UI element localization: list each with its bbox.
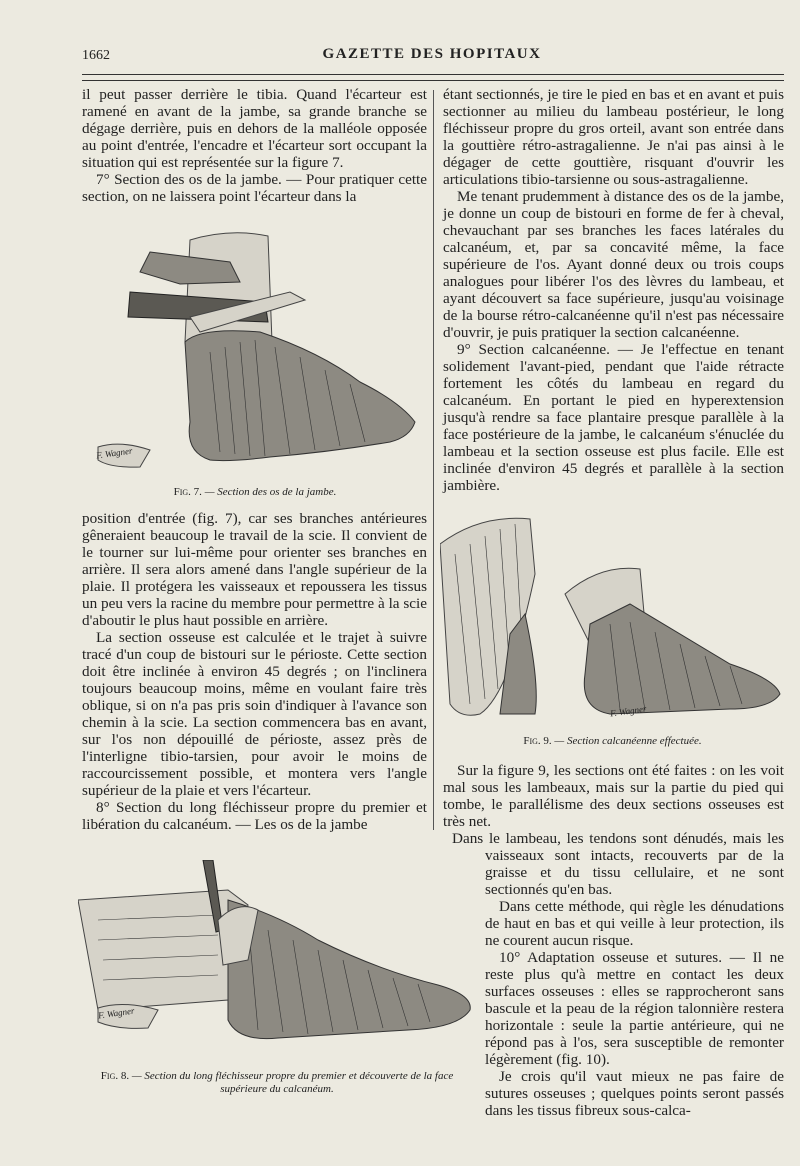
paragraph: position d'entrée (fig. 7), car ses branches antérieures gêneraient beaucoup le travail de la scie. Il convient de le tourner sur lui-même pour orienter ses branches en arrière. Il sera alors amené dans l'angle supérieur de la plaie. Il protégera les vaisseaux et repoussera les tissus un peu vers la racine du membre pour permettre à la scie d'aboutir le plus haut possible en arrière. xyxy=(82,510,427,629)
figure-8-illustration xyxy=(78,860,478,1065)
figure-8-label: Fig. 8. xyxy=(100,1070,130,1082)
header-rule-2 xyxy=(82,80,784,81)
left-column-bottom xyxy=(82,510,427,833)
figure-9-caption xyxy=(440,735,785,748)
paragraph: Dans cette méthode, qui règle les dénudations de haut en bas et qui veille à leur protection, ils ne courent aucun risque. xyxy=(485,898,784,949)
running-title: GAZETTE DES HOPITAUX xyxy=(322,46,542,62)
paragraph: étant sectionnés, je tire le pied en bas et en avant et puis sectionner au milieu du lambeau postérieur, le long fléchisseur propre du gros orteil, avant son entrée dans la gouttière rétro-astragalienne. Je n'ai pas ainsi à le dégager de cette gouttière, risquant d'ouvrir les articulations tibio-tarsienne ou sous-astragalienne. xyxy=(443,86,784,188)
paragraph: Me tenant prudemment à distance des os de la jambe, je donne un coup de bistouri en forme de fer à cheval, chevauchant par ses branches les faces latérales du calcanéum, et, par sa concavité même, la face supérieure de l'os. Ayant donné deux ou trois coups analogues pour libérer l'os des lèvres du lambeau, et ayant découvert sa face supérieure, jusqu'au voisinage de la bourse rétro-calcanéenne qu'il n'est pas nécessaire d'ouvrir, je puis pratiquer la section calcanéenne. xyxy=(443,188,784,341)
paragraph: La section osseuse est calculée et le trajet à suivre tracé d'un coup de bistouri sur le périoste. Cette section doit être inclinée à environ 45 degrés ; on l'inclinera toujours beaucoup moins, même en voulant faire très oblique, si on n'a pas pris soin d'indiquer à l'avance son chemin à la scie. La section commencera bas en avant, sur l'os non dépouillé de périoste, assez près de l'interligne tibio-tarsien, pour avoir le moins de raccourcissement possible, et montera vers l'angle supérieur de la plaie et vers l'écarteur. xyxy=(82,629,427,799)
page-number: 1662 xyxy=(82,48,110,63)
figure-9-caption-text: — Section calcanéenne effectuée. xyxy=(554,735,702,747)
figure-7-label: Fig. 7. xyxy=(173,486,202,498)
paragraph: 9° Section calcanéenne. — Je l'effectue en tenant solidement l'avant-pied, pendant que l'aide rétracte fortement les côtés du lambeau en regard du calcanéum. En portant le pied en hyperextension jusqu'à rendre sa face plantaire presque parallèle à la face postérieure de la jambe, le calcanéum s'énuclée du lambeau et la section osseuse est plus facile. Elle est inclinée d'environ 45 degrés et parallèle à la section jambière. xyxy=(443,341,784,494)
paragraph: il peut passer derrière le tibia. Quand l'écarteur est ramené en avant de la jambe, sa grande branche se dégage derrière, puis en dehors de la malléole opposée au point d'entrée, l'encadre et l'écarteur sort occupant la situation qui est représentée sur la figure 7. xyxy=(82,86,427,171)
figure-9-signature: F. Wagner xyxy=(609,703,648,719)
figure-7-signature: F. Wagner xyxy=(95,445,134,461)
left-column-top xyxy=(82,86,427,205)
column-divider xyxy=(433,90,434,830)
page-header xyxy=(82,46,782,70)
figure-9-illustration xyxy=(440,514,785,729)
figure-7-caption xyxy=(90,486,420,499)
paragraph: 7° Section des os de la jambe. — Pour pratiquer cette section, on ne laissera point l'écarteur dans la xyxy=(82,171,427,205)
figure-8-caption xyxy=(82,1070,472,1096)
paragraph: Sur la figure 9, les sections ont été faites : on les voit mal sous les lambeaux, mais sur la partie du pied qui tombe, le parallélisme des deux sections osseuses est très net. xyxy=(443,762,784,830)
paragraph: Dans le lambeau, les tendons sont dénudés, mais les vaisseaux sont intacts, recouverts par de la graisse et du tissu cellulaire, et ne sont sectionnés qu'en bas. xyxy=(452,830,784,898)
figure-8-signature: F. Wagner xyxy=(97,1005,136,1021)
figure-9-label: Fig. 9. xyxy=(523,735,552,747)
figure-7-illustration xyxy=(90,222,420,484)
right-column-top xyxy=(443,86,784,494)
right-column-narrow xyxy=(452,830,784,1119)
figure-8-caption-text: — Section du long fléchisseur propre du premier et découverte de la face supérieure du calcanéum. xyxy=(131,1070,454,1095)
paragraph: 10° Adaptation osseuse et sutures. — Il ne reste plus qu'à mettre en contact les deux surfaces osseuses : elles se rapprocheront sans bascule et la peau de la région talonnière restera horizontale : seule la partie antérieure, qui ne répond pas à l'os, sera susceptible de remonter légèrement (fig. 10). xyxy=(485,949,784,1068)
paragraph: 8° Section du long fléchisseur propre du premier et libération du calcanéum. — Les os de la jambe xyxy=(82,799,427,833)
header-rule xyxy=(82,74,784,75)
paragraph: Je crois qu'il vaut mieux ne pas faire de sutures osseuses ; quelques points seront passés dans les tissus fibreux sous-calca- xyxy=(485,1068,784,1119)
right-column-middle xyxy=(443,762,784,830)
figure-7-caption-text: — Section des os de la jambe. xyxy=(204,486,337,498)
